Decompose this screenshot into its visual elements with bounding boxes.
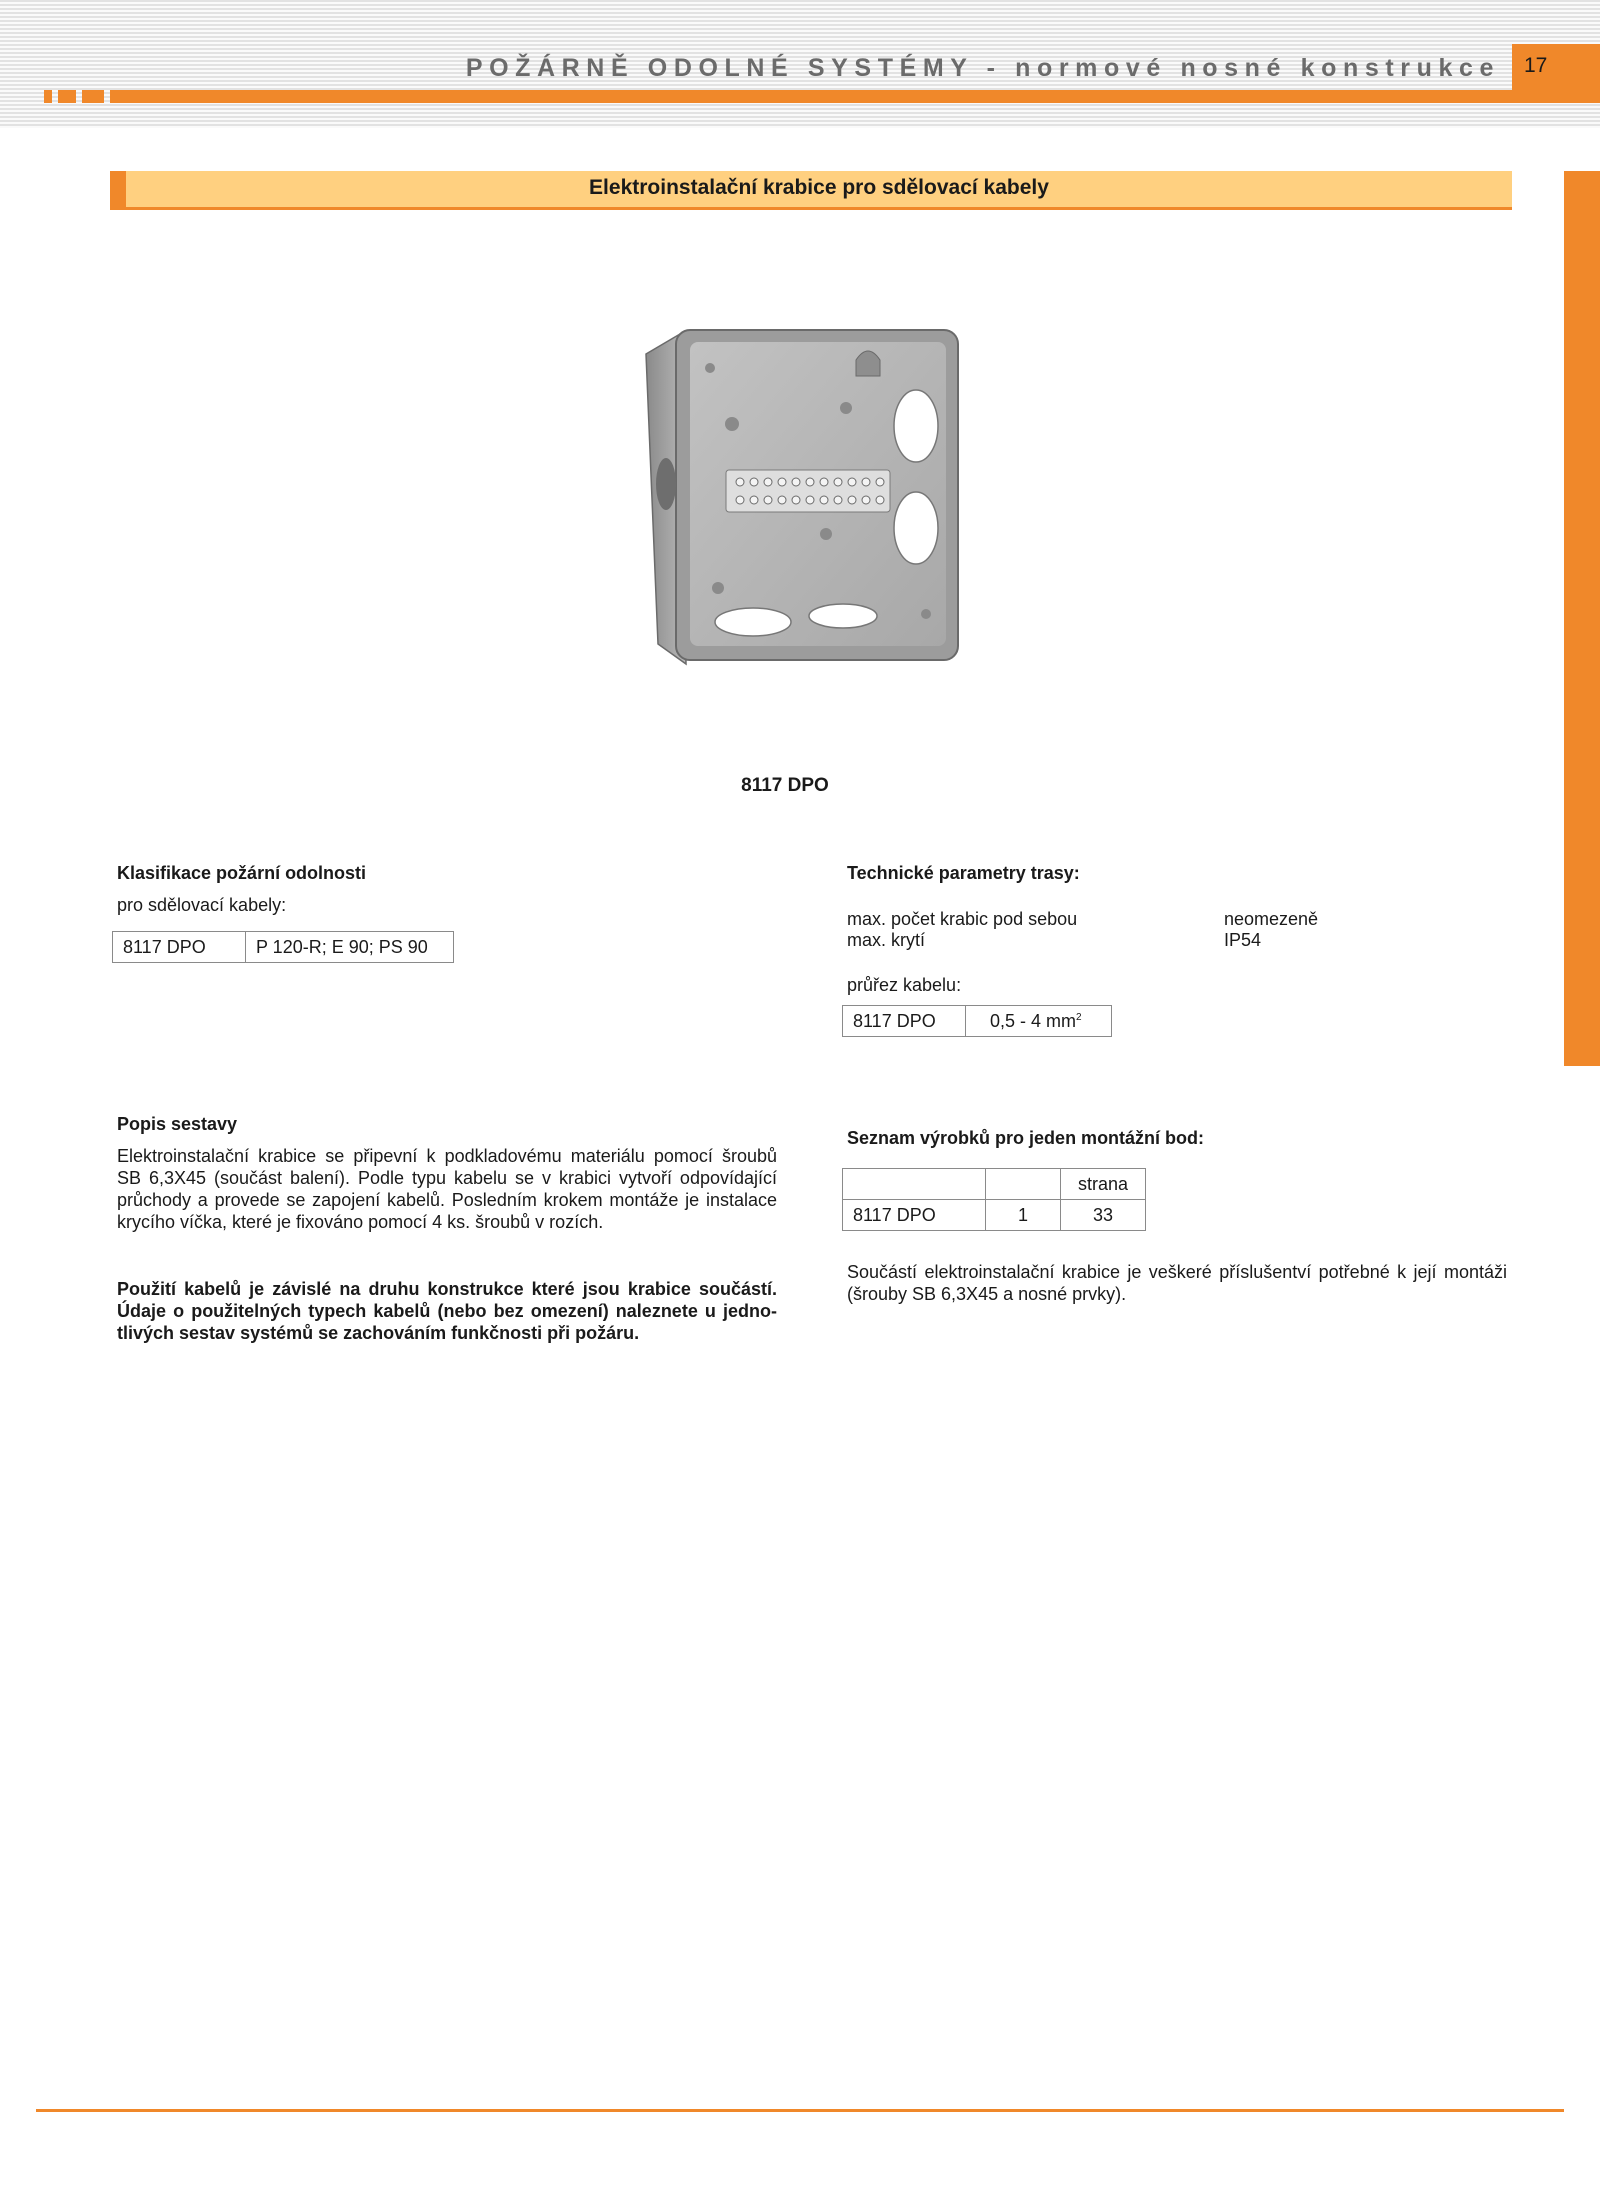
- products-list-heading: Seznam výrobků pro jeden montážní bod:: [847, 1128, 1205, 1148]
- header-bar: [110, 90, 1600, 103]
- classification-table: [112, 931, 454, 963]
- text-line: Elektroinstalační krabice se připevní k podkladovému materiálu pomocí šroubů: [117, 1146, 777, 1166]
- footer-line: [36, 2109, 1564, 2112]
- products-list-footnote: [847, 1261, 1507, 1305]
- table-cell: [986, 1169, 1061, 1200]
- product-caption: 8117 DPO: [741, 775, 829, 796]
- table-row: [113, 932, 454, 963]
- text-line: průchody a provede se zapojení kabelů. Posledním krokem montáže je instalace: [117, 1190, 777, 1210]
- cross-section-label: průřez kabelu:: [847, 975, 962, 995]
- table-cell: 8117 DPO: [843, 1200, 986, 1231]
- technical-heading: Technické parametry trasy:: [847, 863, 1080, 883]
- text-line: (šrouby SB 6,3X45 a nosné prvky).: [847, 1284, 1127, 1304]
- page-number: 17: [1524, 54, 1548, 77]
- text-line: Údaje o použitelných typech kabelů (nebo bez omezení) naleznete u jedno-: [117, 1301, 777, 1321]
- text-line: SB 6,3X45 (součást balení). Podle typu kabelu se v krabici vytvoří odpovídající: [117, 1168, 777, 1188]
- param-value: IP54: [1224, 930, 1262, 950]
- classification-heading: Klasifikace požární odolnosti: [117, 863, 367, 883]
- table-cell: 8117 DPO: [113, 932, 246, 963]
- table-cell: strana: [1061, 1169, 1146, 1200]
- section-banner-accent: [110, 171, 126, 210]
- junction-box-image: [630, 316, 970, 678]
- param-label: max. počet krabic pod sebou: [847, 909, 1078, 929]
- assembly-text: [117, 1145, 777, 1233]
- text-line: Součástí elektroinstalační krabice je veškeré příslušentví potřebné k její montáži: [847, 1262, 1507, 1282]
- cross-section-table: [842, 1005, 1112, 1037]
- side-accent-bar: [1564, 171, 1600, 1066]
- text-line: Použití kabelů je závislé na druhu konstrukce které jsou krabice součástí.: [117, 1279, 777, 1299]
- table-cell: [843, 1169, 986, 1200]
- table-cell: [966, 1006, 1112, 1037]
- table-row: [843, 1006, 1112, 1037]
- table-row: [843, 1200, 1146, 1231]
- header-square: [44, 90, 52, 103]
- header-square: [58, 90, 76, 103]
- table-cell: 33: [1061, 1200, 1146, 1231]
- classification-subheading: pro sdělovací kabely:: [117, 895, 287, 915]
- products-list-table: [842, 1168, 1146, 1231]
- table-row: [843, 1169, 1146, 1200]
- cross-section-value: 0,5 - 4 mm: [990, 1010, 1077, 1031]
- header-square: [82, 90, 104, 103]
- table-cell: P 120-R; E 90; PS 90: [246, 932, 454, 963]
- unit-superscript: 2: [1076, 1011, 1082, 1023]
- page-header-title: POŽÁRNĚ ODOLNÉ SYSTÉMY - normové nosné konstrukce: [465, 54, 1500, 82]
- text-line: krycího víčka, které je fixováno pomocí 4 ks. šroubů v rozích.: [117, 1212, 604, 1232]
- table-cell: 8117 DPO: [843, 1006, 966, 1037]
- text-line: tlivých sestav systémů se zachováním funkčnosti při požáru.: [117, 1323, 640, 1343]
- param-value: neomezeně: [1224, 909, 1319, 929]
- section-title: Elektroinstalační krabice pro sdělovací kabely: [589, 176, 1049, 199]
- table-cell: 1: [986, 1200, 1061, 1231]
- param-label: max. krytí: [847, 930, 926, 950]
- assembly-heading: Popis sestavy: [117, 1114, 238, 1134]
- assembly-note: [117, 1278, 777, 1344]
